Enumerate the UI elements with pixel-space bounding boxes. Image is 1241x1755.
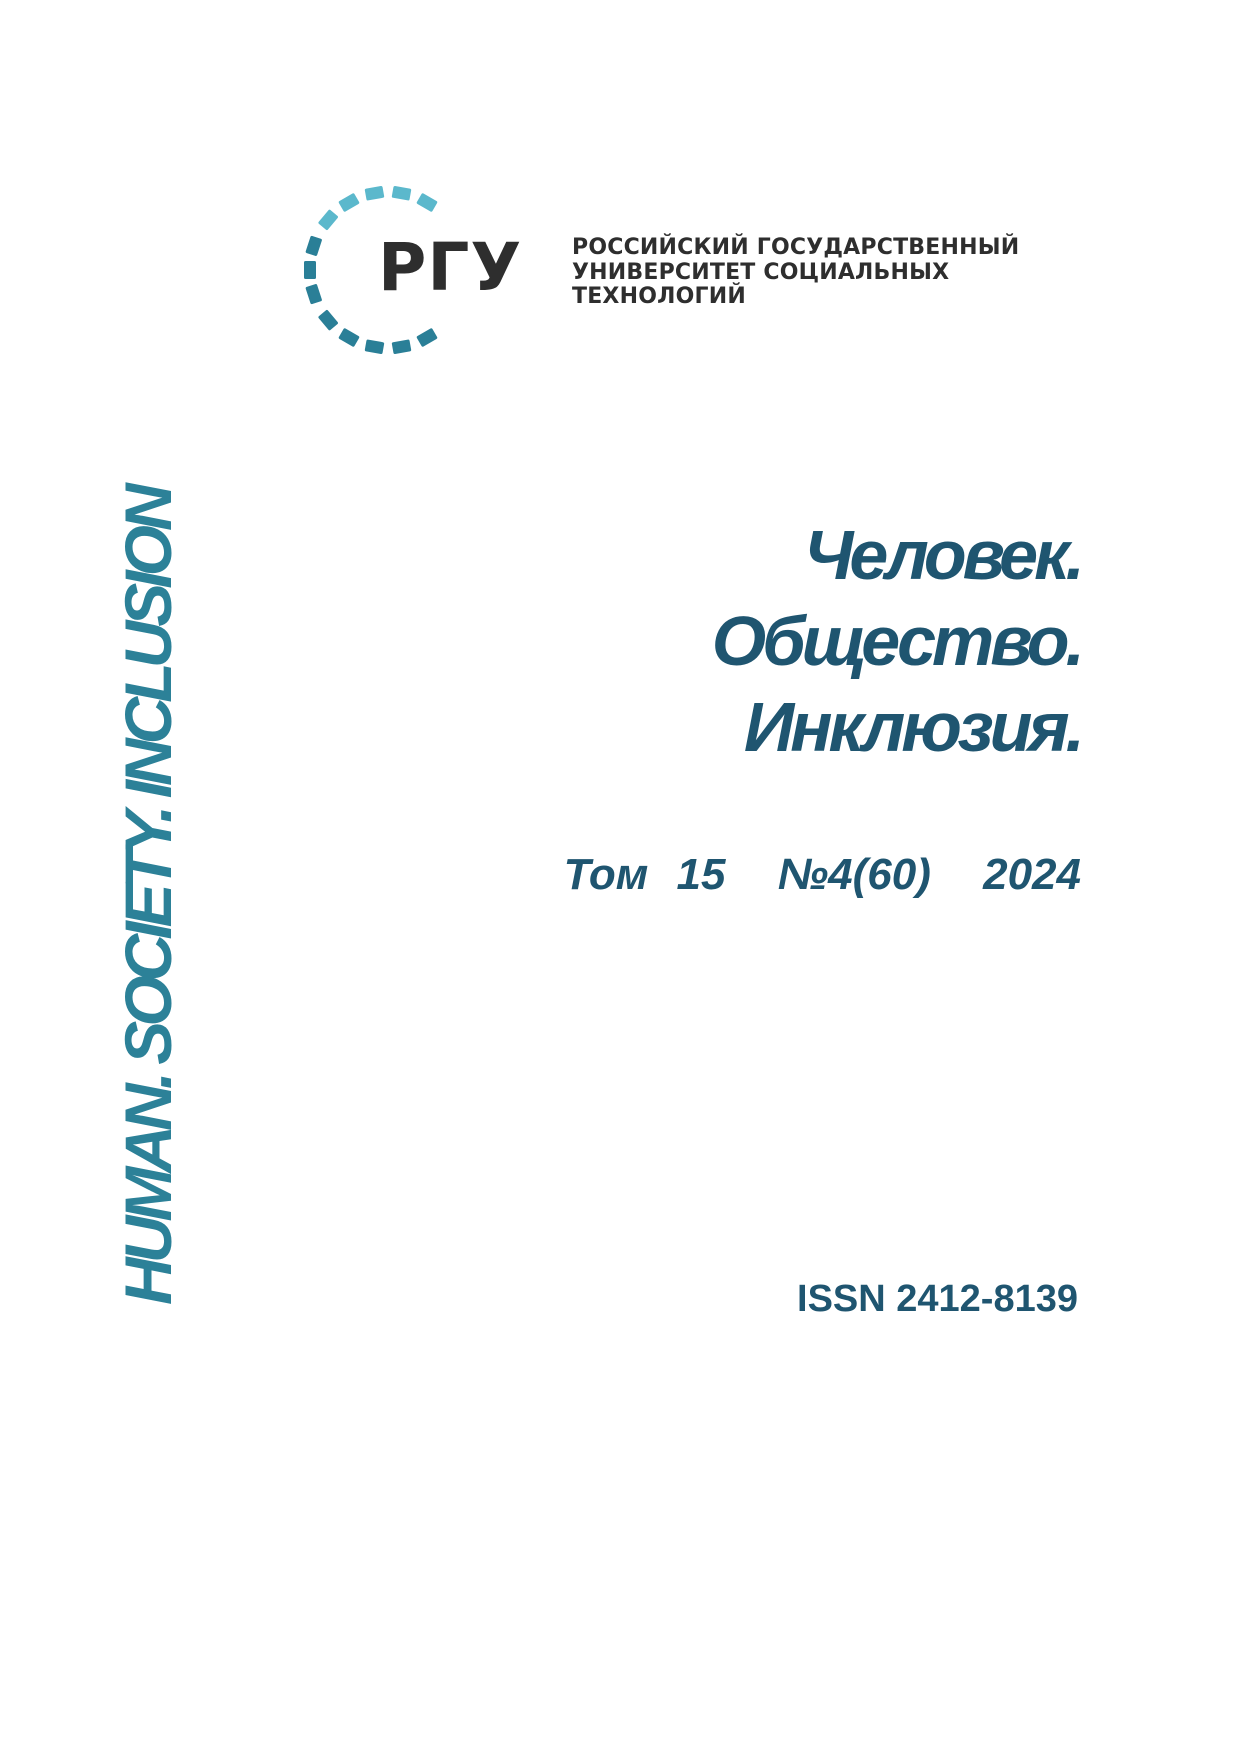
ring-segment [318, 209, 339, 231]
ring-segment [318, 309, 339, 331]
ring-segment [304, 261, 316, 279]
publisher-name-line: ТЕХНОЛОГИЙ [572, 284, 746, 309]
ring-segment [416, 193, 438, 212]
ring-segment [305, 235, 322, 256]
volume-number: 15 [676, 850, 726, 899]
publisher-name-line: РОССИЙСКИЙ ГОСУДАРСТВЕННЫЙ [572, 235, 1020, 260]
publisher-logo [288, 180, 1128, 360]
ring-segment [365, 186, 385, 201]
issn: ISSN 2412-8139 [797, 1278, 1078, 1320]
publisher-name [572, 236, 1019, 310]
journal-title-line: Человек. [803, 516, 1081, 594]
issue-year: 2024 [983, 850, 1081, 899]
journal-title [712, 512, 1081, 770]
issue-info [563, 850, 1081, 899]
ring-segment [416, 328, 438, 347]
ring-segment [365, 339, 385, 354]
journal-title-english: HUMAN. SOCIETY. INCLUSION [111, 489, 185, 1305]
ring-segment [392, 339, 412, 354]
volume-label: Том [563, 850, 649, 899]
ring-segment [305, 284, 322, 305]
journal-title-line: Инклюзия. [743, 688, 1081, 766]
publisher-abbreviation: РГУ [378, 229, 523, 306]
ring-segment [338, 193, 360, 212]
ring-segment [338, 328, 360, 347]
issue-number: №4(60) [777, 850, 931, 899]
ring-segment [392, 186, 412, 201]
publisher-name-line: УНИВЕРСИТЕТ СОЦИАЛЬНЫХ [572, 259, 950, 285]
journal-title-line: Общество. [711, 602, 1081, 680]
